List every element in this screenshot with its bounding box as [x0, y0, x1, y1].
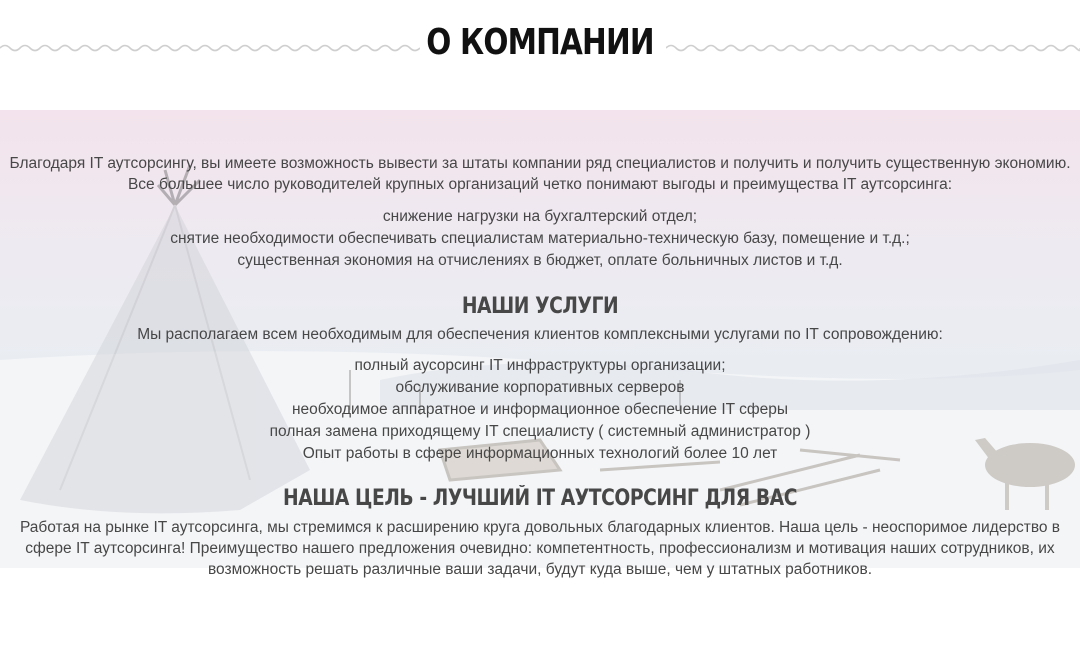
goal-heading: НАША ЦЕЛЬ - ЛУЧШИЙ IT АУТСОРСИНГ ДЛЯ ВАС — [282, 486, 798, 511]
benefit-item: существенная экономия на отчислениях в бюджет, оплате больничных листов и т.д. — [237, 252, 843, 269]
services-list — [0, 355, 1080, 465]
intro-paragraph: Благодаря IT аутсорсингу, вы имеете возможность вывести за штаты компании ряд специалистов и получить и получить существенную экономию. Все большее число руководителей крупных организаций четко понимают выгоды и преимущества IT аутсорсинга: — [9, 155, 1071, 193]
services-paragraph: Мы располагаем всем необходимым для обеспечения клиентов комплексными услугами по IT сопровождению: — [137, 326, 943, 343]
service-item: Опыт работы в сфере информационных технологий более 10 лет — [302, 445, 778, 462]
benefit-item: снижение нагрузки на бухгалтерский отдел; — [382, 208, 698, 225]
service-item: полная замена приходящему IT специалисту ( системный администратор ) — [269, 423, 811, 440]
benefits-list — [0, 206, 1080, 272]
service-item: обслуживание корпоративных серверов — [395, 379, 685, 396]
page-header — [0, 0, 1080, 100]
benefit-item: снятие необходимости обеспечивать специалистам материально-техническую базу, помещение и т.д.; — [170, 230, 910, 247]
service-item: полный аусорсинг IT инфраструктуры организации; — [354, 357, 726, 374]
services-heading: НАШИ УСЛУГИ — [461, 294, 619, 319]
goal-paragraph: Работая на рынке IT аутсорсинга, мы стремимся к расширению круга довольных благодарных клиентов. Наша цель - неоспоримое лидерство в сфере IT аутсорсинга! Преимущество нашего предложения очевидно: компетентность, профессионализм и мотивация наших сотрудников, их возможность решать различные ваши задачи, будут куда выше, чем у штатных работников. — [19, 519, 1061, 578]
page-title: О КОМПАНИИ — [426, 22, 654, 63]
wave-divider-right — [666, 40, 1080, 56]
service-item: необходимое аппаратное и информационное обеспечение IT сферы — [291, 401, 789, 418]
